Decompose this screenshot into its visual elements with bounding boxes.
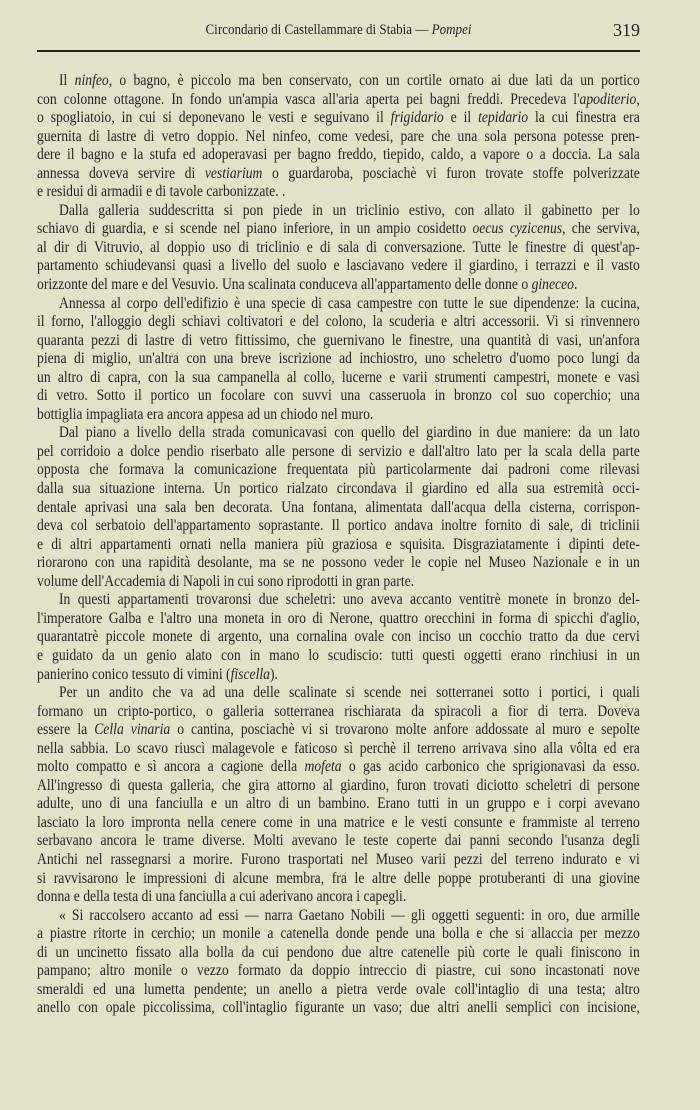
paragraph bbox=[37, 907, 640, 1018]
text-line bbox=[37, 72, 640, 91]
text-line bbox=[37, 387, 640, 406]
text-line bbox=[37, 795, 640, 814]
body-text bbox=[37, 72, 640, 1018]
text-line bbox=[37, 684, 640, 703]
italic-term: mofeta bbox=[304, 758, 342, 776]
text-segment: con colonne ottagone. In fondo un'ampia vasca all'aria aperta pei bagni freddi. Precedeva l' bbox=[37, 90, 580, 108]
text-segment: Il bbox=[59, 72, 75, 89]
text-line bbox=[37, 758, 640, 777]
text-line bbox=[37, 239, 640, 258]
text-segment: nella sabbia. Lo scavo riuscì malagevole e faticoso sì perchè il terreno arrivava sino alla vôlta ed era bbox=[37, 739, 640, 757]
text-line bbox=[37, 369, 640, 388]
paragraph bbox=[37, 295, 640, 425]
page-number: 319 bbox=[613, 20, 640, 40]
text-segment: o spogliatoio, in cui si deponevano le vesti e seguivano il bbox=[37, 109, 391, 127]
text-segment: adulte, uno di una fanciulla e un altro di un bambino. Erano tutti in un gruppo e i corpi avevano bbox=[37, 795, 640, 813]
text-segment: , bbox=[636, 90, 640, 108]
text-segment: lasciato la loro impronta nella cenere come in una matrice e le vesti consunte e frammiste al terreno bbox=[37, 813, 640, 831]
text-line bbox=[37, 832, 640, 851]
text-segment: orizzonte del mare e del Vesuvio. Una scalinata conduceva all'appartamento delle donne o bbox=[37, 276, 532, 294]
italic-term: apoditerio bbox=[579, 90, 637, 108]
text-line bbox=[37, 220, 640, 239]
text-line bbox=[37, 777, 640, 796]
text-segment: . bbox=[573, 276, 578, 294]
text-line bbox=[37, 424, 640, 443]
text-segment: serbavano ancora le trame diverse. Molti avevano le teste coperte dai panni secondo l'usanza degli bbox=[37, 832, 640, 850]
text-line bbox=[37, 703, 640, 722]
text-segment: , che serviva, bbox=[562, 220, 640, 238]
text-line bbox=[37, 350, 640, 369]
text-line bbox=[37, 628, 640, 647]
text-segment: , o bagno, è piccolo ma ben conservato, con un cortile ornato ai due lati da un portico bbox=[108, 72, 640, 89]
text-segment: Dalla galleria suddescritta si pon piede in un triclinio estivo, con allato il gabinetto per lo bbox=[59, 201, 640, 219]
text-segment: o guardaroba, posciachè vi furon trovate stoffe polverizzate bbox=[262, 164, 640, 182]
text-segment: anello con opale piccolissima, coll'intaglio figurante un vaso; due altri anelli semplici con incisione, bbox=[37, 999, 640, 1017]
text-segment: In questi appartamenti trovaronsi due scheletri: uno aveva accanto ventitrè monete in bronzo del- bbox=[59, 591, 640, 609]
running-title-italic: Pompei bbox=[431, 22, 472, 38]
text-segment: di vetro. Sotto il portico un focolare con suvvi una casseruola in bronzo col suo coperchio; una bbox=[37, 387, 640, 405]
italic-term: oecus cyzicenus bbox=[472, 220, 563, 238]
text-segment: All'ingresso di questa galleria, che gira attorno al giardino, furon trovati diciotto scheletri di persone bbox=[37, 776, 640, 794]
text-segment: al dir di Vitruvio, al doppio uso di triclinio e di sala di conversazione. Tutte le finestre di quest'ap- bbox=[37, 238, 640, 256]
text-segment: si ravvisarono le impressioni di alcune membra, fra le altre delle poppe protuberanti di una giovine bbox=[37, 869, 640, 887]
text-line bbox=[37, 517, 640, 536]
paragraph bbox=[37, 72, 640, 202]
italic-term: vestiarium bbox=[204, 164, 263, 182]
text-segment: o gas acido carbonico che sprigionavasi da esso. bbox=[341, 758, 640, 776]
text-segment: Per un andito che va ad una delle scalinate si scende nei sotterranei sotto i portici, i quali bbox=[59, 684, 640, 702]
text-segment: il forno, l'alloggio degli schiavi coltivatori e del colono, la scuderia e altri accessorii. Vi si rinvennero bbox=[37, 313, 640, 331]
text-line bbox=[37, 962, 640, 981]
text-line bbox=[37, 461, 640, 480]
text-line bbox=[37, 146, 640, 165]
text-segment: deva col serbatoio dell'appartamento soprastante. Il portico andava inoltre fornito di sale, di triclinii bbox=[37, 517, 640, 535]
text-line bbox=[37, 814, 640, 833]
text-line bbox=[37, 276, 640, 295]
text-line bbox=[37, 610, 640, 629]
text-segment: opposta che formava la comunicazione frequentata più particolarmente dai padroni come rilevasi bbox=[37, 461, 640, 479]
text-line bbox=[37, 554, 640, 573]
text-line bbox=[37, 647, 640, 666]
text-line bbox=[37, 165, 640, 184]
text-segment: ). bbox=[269, 665, 278, 683]
text-segment: schiavo di guardia, e si scende nel piano inferiore, in un ampio cosidetto bbox=[37, 220, 473, 238]
text-segment: Annessa al corpo dell'edifizio è una specie di casa campestre con tutte le sue dipendenze: la cucina, bbox=[59, 294, 640, 312]
text-segment: donna e della testa di una fanciulla a cui aderivano ancora i capegli. bbox=[37, 888, 407, 906]
text-line bbox=[37, 925, 640, 944]
text-line bbox=[37, 295, 640, 314]
text-segment: panierino conico tessuto di vimini ( bbox=[37, 665, 231, 683]
paragraph bbox=[37, 591, 640, 684]
text-line bbox=[37, 981, 640, 1000]
text-segment: e guidato da un genio alato con in mano lo scudiscio: tutti questi oggetti erano rinchiusi in un bbox=[37, 646, 640, 664]
paragraph bbox=[37, 424, 640, 591]
text-segment: la cui finestra era bbox=[528, 109, 640, 127]
text-line bbox=[37, 406, 640, 425]
text-segment: o cantina, posciachè vi si trovarono molte anfore addossate al muro e sepolte bbox=[170, 721, 640, 739]
text-segment: a piastre ritorte in cerchio; un monile a catenella donde pende una bolla e che si allaccia per mezzo bbox=[37, 925, 640, 943]
text-segment: dere il bagno e la stufa ed adoperavasi per bagno freddo, tiepido, caldo, a vapore o a doccia. La sala bbox=[37, 146, 640, 164]
text-segment: volume dell'Accademia di Napoli in cui sono riprodotti in gran parte. bbox=[37, 572, 415, 590]
text-segment: « Si raccolsero accanto ad essi — narra Gaetano Nobili — gli oggetti seguenti: in oro, due armille bbox=[59, 906, 640, 924]
text-line bbox=[37, 721, 640, 740]
text-line bbox=[37, 536, 640, 555]
text-line bbox=[37, 573, 640, 592]
text-segment: quarantatrè piccole monete di argento, una cornalina ovale con inciso un cocchio tratto da due cervi bbox=[37, 628, 640, 646]
italic-term: fiscella bbox=[230, 665, 270, 683]
text-line bbox=[37, 740, 640, 759]
paragraph bbox=[37, 684, 640, 907]
text-line bbox=[37, 443, 640, 462]
text-line bbox=[37, 480, 640, 499]
text-segment: di un uncinetto fissato alla bolla da cui pendono due altre catenelle più corte le quali finiscono in bbox=[37, 943, 640, 961]
text-segment: riorarono con una rapidità desolante, ma se ne possono veder le copie nel Museo Nazionale e in un bbox=[37, 554, 640, 572]
text-segment: pampano; altro monile o vezzo formato da doppio intreccio di piastre, cui sono incastonati nove bbox=[37, 962, 640, 980]
text-line bbox=[37, 851, 640, 870]
running-title-text: Circondario di Castellammare di Stabia — bbox=[205, 22, 432, 38]
italic-term: tepidario bbox=[478, 109, 529, 127]
text-line bbox=[37, 888, 640, 907]
page-header bbox=[37, 20, 640, 44]
text-segment: formano un cripto-portico, o galleria sotterranea rischiarata da spiracoli a fior di terra. Doveva bbox=[37, 702, 640, 720]
paragraph bbox=[37, 202, 640, 295]
text-segment: bottiglia impagliata era ancora appesa ad un chiodo nel muro. bbox=[37, 405, 374, 423]
text-segment: partamento schiudevansi quasi a livello del suolo e lasciavano vedere il giardino, i terrazzi e il vasto bbox=[37, 257, 640, 275]
text-segment: essere la bbox=[37, 721, 95, 739]
text-segment: e residui di armadii e di tavole carbonizzate. . bbox=[37, 183, 286, 201]
text-segment: dalla sua situazione interna. Un portico rialzato circondava il giardino ed alla sua estremità occi- bbox=[37, 480, 640, 498]
text-line bbox=[37, 999, 640, 1018]
text-segment: e il bbox=[443, 109, 479, 127]
italic-term: frigidario bbox=[390, 109, 444, 127]
text-segment: dentale aprivasi una sala ben decorata. Una fontana, alimentata dall'acqua della cisterna, corrispon- bbox=[37, 498, 640, 516]
text-segment: pel corridoio a dolce pendio riserbato alle persone di servizio e dall'altro lato per la scala della parte bbox=[37, 442, 640, 460]
text-segment: guernita di lastre di vetro doppio. Nel ninfeo, come vedesi, pare che una sola persona potesse pren- bbox=[37, 127, 640, 145]
text-segment: annessa doveva servire di bbox=[37, 164, 205, 182]
text-line bbox=[37, 257, 640, 276]
text-line bbox=[37, 666, 640, 685]
text-line bbox=[37, 128, 640, 147]
text-line bbox=[37, 91, 640, 110]
text-line bbox=[37, 183, 640, 202]
italic-term: ninfeo bbox=[74, 72, 109, 89]
text-segment: smeraldi ed una lumetta pendente; un anello a pietra verde ovale coll'intaglio di una testa; altro bbox=[37, 980, 640, 998]
text-line bbox=[37, 109, 640, 128]
text-line bbox=[37, 499, 640, 518]
text-line bbox=[37, 591, 640, 610]
text-segment: piena di miglio, un'altra con una breve iscrizione ad inchiostro, uno scheletro d'uomo poco lungi da bbox=[37, 350, 640, 368]
text-segment: molto compatto e sì ancora a cagione della bbox=[37, 758, 305, 776]
text-line bbox=[37, 944, 640, 963]
text-segment: e di altri appartamenti ornati nella maniera più graziosa e squisita. Disgraziatamente i dipinti dete- bbox=[37, 535, 640, 553]
text-segment: quaranta pezzi di lastre di vetro fittissimo, che guernivano le finestre, una quantità di vasi, un'anfora bbox=[37, 331, 640, 349]
text-line bbox=[37, 313, 640, 332]
text-line bbox=[37, 202, 640, 221]
text-segment: Dal piano a livello della strada comunicavasi con quello del giardino in due maniere: da un lato bbox=[59, 424, 640, 442]
header-rule bbox=[37, 50, 640, 52]
italic-term: Cella vinaria bbox=[94, 721, 171, 739]
running-title bbox=[67, 22, 610, 39]
text-line bbox=[37, 907, 640, 926]
text-line bbox=[37, 332, 640, 351]
text-segment: l'imperatore Galba e l'altro una moneta in oro di Nerone, quattro orecchini in forma di spicchi d'aglio, bbox=[37, 609, 640, 627]
italic-term: gineceo bbox=[531, 276, 574, 294]
text-segment: Antichi nel rassegnarsi a morire. Furono trasportati nel Museo varii pezzi del terreno indurato e vi bbox=[37, 850, 640, 868]
text-segment: un altro di capra, con la sua campanella al collo, lucerne e varii strumenti campestri, monete e vasi bbox=[37, 368, 640, 386]
text-line bbox=[37, 870, 640, 889]
